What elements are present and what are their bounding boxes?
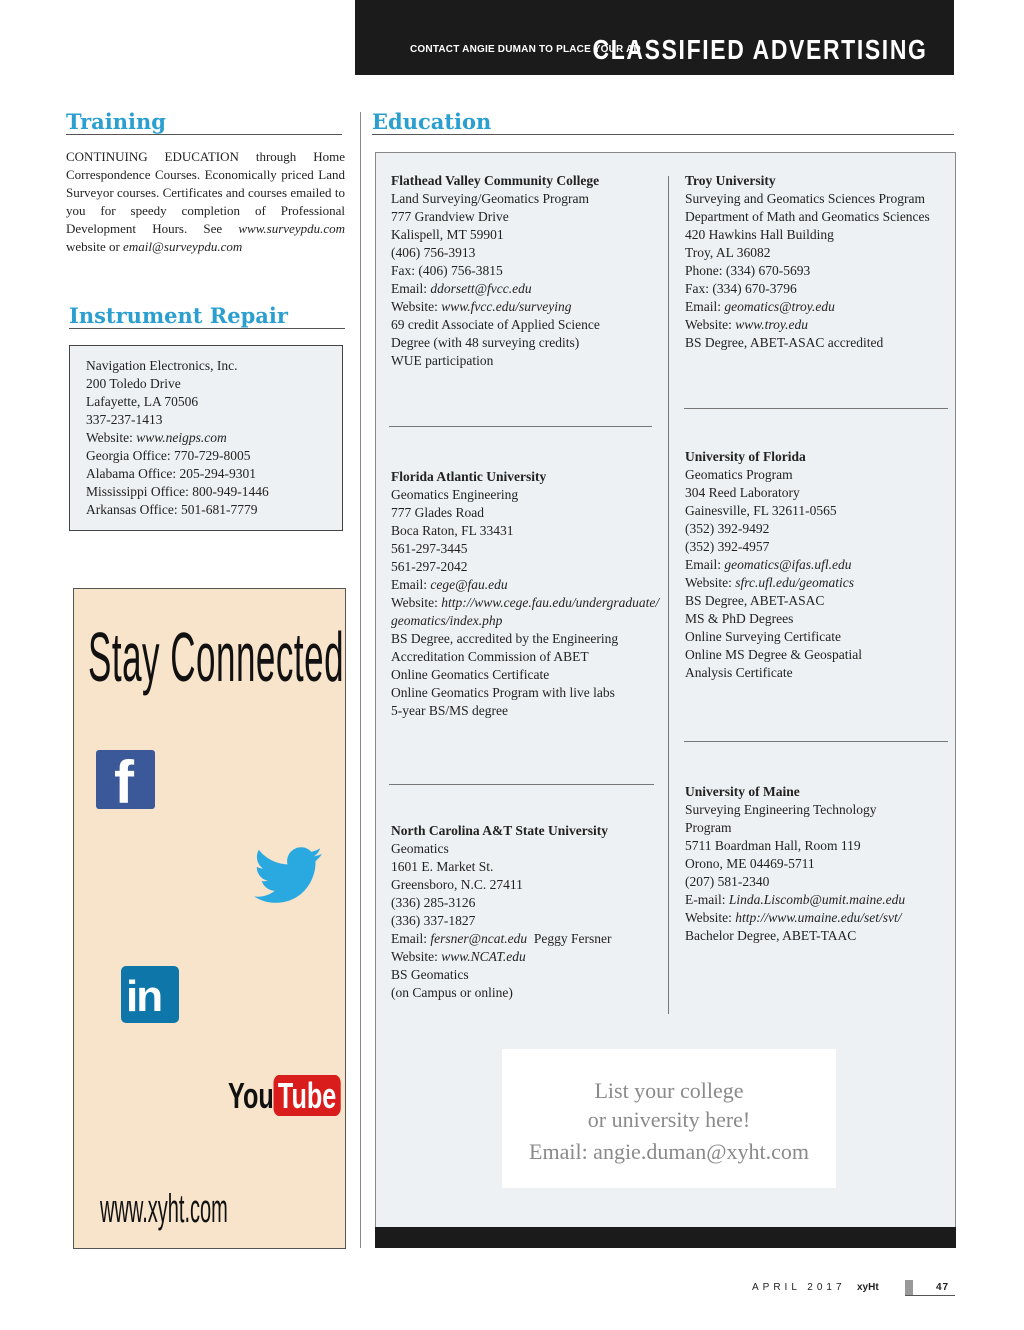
linkedin-glyph: in <box>126 972 162 1021</box>
repair-office: Georgia Office: 770-729-8005 <box>86 448 251 463</box>
listing-line: BS Degree, ABET-ASAC accredited <box>685 335 884 350</box>
listing-line: Gainesville, FL 32611-0565 <box>685 503 837 518</box>
listing-line-label: Email: <box>685 299 725 314</box>
listing-line: MS & PhD Degrees <box>685 611 794 626</box>
repair-office: Mississippi Office: 800-949-1446 <box>86 484 269 499</box>
listing-line: Boca Raton, FL 33431 <box>391 523 514 538</box>
listing-separator <box>684 408 948 409</box>
listing-line: BS Degree, accredited by the Engineering <box>391 631 619 646</box>
repair-website-line <box>86 429 326 447</box>
training-website-link[interactable]: www.surveypdu.com <box>238 221 345 236</box>
footer-block <box>905 1280 913 1295</box>
institution-name: Florida Atlantic University <box>391 469 547 484</box>
training-heading: Training <box>66 109 166 134</box>
listing-line <box>391 280 600 298</box>
listing-line: Land Surveying/Geomatics Program <box>391 191 589 206</box>
linkedin-icon[interactable] <box>121 966 179 1023</box>
listing-line: Fax: (406) 756-3815 <box>391 263 503 278</box>
listing-link[interactable]: geomatics/index.php <box>391 613 503 628</box>
institution-name: University of Florida <box>685 449 806 464</box>
repair-address-1: 200 Toledo Drive <box>86 376 181 391</box>
repair-office: Alabama Office: 205-294-9301 <box>86 466 256 481</box>
listing-line: Bachelor Degree, ABET-TAAC <box>685 928 857 943</box>
listing-line: Surveying Engineering Technology <box>685 802 877 817</box>
listing-line: Online MS Degree & Geospatial <box>685 647 862 662</box>
listing-line: Surveying and Geomatics Sciences Program <box>685 191 925 206</box>
listing-link[interactable]: cege@fau.edu <box>430 577 508 592</box>
listing-line: (336) 337-1827 <box>391 913 476 928</box>
listing-line-label: Website: <box>685 317 736 332</box>
listing-line <box>391 298 600 316</box>
listing-line-label: Website: <box>685 910 736 925</box>
listing-line: 777 Grandview Drive <box>391 209 509 224</box>
listing-line-label: Email: <box>391 577 431 592</box>
listing-line <box>685 556 862 574</box>
listing-line: Greensboro, N.C. 27411 <box>391 877 523 892</box>
repair-website-label: Website: <box>86 430 137 445</box>
listing-line: Department of Math and Geomatics Sciences <box>685 209 930 224</box>
listing-florida-atlantic <box>391 468 659 720</box>
listing-link[interactable]: ddorsett@fvcc.edu <box>430 281 532 296</box>
listing-line: Orono, ME 04469-5711 <box>685 856 815 871</box>
training-text <box>66 148 345 256</box>
institution-name: University of Maine <box>685 784 800 799</box>
instrument-repair-box <box>69 345 343 531</box>
list-ad-line-1: List your college <box>594 1078 744 1103</box>
education-heading: Education <box>372 109 492 134</box>
listing-line: Kalispell, MT 59901 <box>391 227 504 242</box>
facebook-glyph: f <box>114 749 134 816</box>
listing-line-label: Email: <box>391 931 431 946</box>
stay-connected-ad <box>73 588 346 1249</box>
listing-nc-at-state <box>391 822 612 1002</box>
institution-name: Troy University <box>685 173 776 188</box>
listing-line: WUE participation <box>391 353 494 368</box>
listing-line-label: Email: <box>685 557 725 572</box>
listing-university-of-maine <box>685 783 905 945</box>
stay-connected-title: Stay Connected <box>88 618 345 696</box>
listing-line-label: E-mail: <box>685 892 729 907</box>
youtube-icon[interactable] <box>228 1075 340 1117</box>
listing-troy-university <box>685 172 930 352</box>
listing-line <box>391 594 659 612</box>
listing-separator <box>389 784 654 785</box>
listing-line: 5-year BS/MS degree <box>391 703 508 718</box>
training-email-link[interactable]: email@surveypdu.com <box>123 239 243 254</box>
listing-line <box>391 930 612 948</box>
listing-link[interactable]: geomatics@troy.edu <box>724 299 835 314</box>
repair-website-link[interactable]: www.neigps.com <box>136 430 227 445</box>
listing-link[interactable]: www.troy.edu <box>735 317 809 332</box>
listing-line: 69 credit Associate of Applied Science <box>391 317 600 332</box>
listing-line <box>685 574 862 592</box>
listing-line <box>391 612 659 630</box>
banner-contact: CONTACT ANGIE DUMAN TO PLACE YOUR AD <box>410 44 641 55</box>
footer-rule <box>905 1295 955 1296</box>
listing-separator <box>684 741 948 742</box>
listing-line <box>685 909 905 927</box>
listing-line-label: Email: <box>391 281 431 296</box>
listing-line-contact: Peggy Fersner <box>527 931 612 946</box>
repair-office: Arkansas Office: 501-681-7779 <box>86 502 258 517</box>
institution-name: Flathead Valley Community College <box>391 173 600 188</box>
listing-line <box>685 316 930 334</box>
training-rule <box>66 134 342 135</box>
listing-line <box>685 891 905 909</box>
listing-line: (406) 756-3913 <box>391 245 476 260</box>
listing-line: Accreditation Commission of ABET <box>391 649 589 664</box>
listing-link[interactable]: sfrc.ufl.edu/geomatics <box>735 575 855 590</box>
listing-line: Geomatics Program <box>685 467 793 482</box>
listing-line: (352) 392-4957 <box>685 539 770 554</box>
footer-date: APRIL 2017 <box>752 1282 846 1293</box>
listing-line: Online Geomatics Program with live labs <box>391 685 615 700</box>
listing-line: Geomatics Engineering <box>391 487 519 502</box>
repair-company-name: Navigation Electronics, Inc. <box>86 358 238 373</box>
column-divider <box>360 112 361 1248</box>
listing-line: Analysis Certificate <box>685 665 793 680</box>
education-column-divider <box>668 176 669 1014</box>
footer-brand: xyHt <box>857 1282 879 1293</box>
youtube-you: You <box>228 1075 274 1116</box>
listing-line: 561-297-3445 <box>391 541 468 556</box>
listing-line <box>391 576 659 594</box>
listing-line: BS Geomatics <box>391 967 469 982</box>
listing-line: Troy, AL 36082 <box>685 245 771 260</box>
listing-line: Online Surveying Certificate <box>685 629 841 644</box>
instrument-repair-rule <box>69 328 345 329</box>
listing-line-label: Website: <box>391 299 442 314</box>
listing-university-of-florida <box>685 448 862 682</box>
footer-page-number: 47 <box>936 1282 950 1293</box>
training-mid: website or <box>66 239 124 254</box>
listing-line: (207) 581-2340 <box>685 874 770 889</box>
education-bottom-bar <box>375 1227 956 1248</box>
listing-line: BS Degree, ABET-ASAC <box>685 593 825 608</box>
training-lead: CONTINUING EDUCATION <box>66 149 239 164</box>
twitter-icon[interactable] <box>254 847 324 907</box>
classified-banner <box>355 0 954 75</box>
listing-line: Online Geomatics Certificate <box>391 667 550 682</box>
listing-line: 5711 Boardman Hall, Room 119 <box>685 838 861 853</box>
listing-link[interactable]: Linda.Liscomb@umit.maine.edu <box>728 892 906 907</box>
listing-line: 420 Hawkins Hall Building <box>685 227 834 242</box>
listing-line: 561-297-2042 <box>391 559 468 574</box>
facebook-icon[interactable] <box>96 749 155 816</box>
listing-link[interactable]: http://www.cege.fau.edu/undergraduate/ <box>441 595 660 610</box>
listing-line: Phone: (334) 670-5693 <box>685 263 811 278</box>
listing-line <box>391 948 612 966</box>
listing-line: (on Campus or online) <box>391 985 513 1000</box>
listing-flathead-valley <box>391 172 600 370</box>
institution-name: North Carolina A&T State University <box>391 823 608 838</box>
listing-line: Program <box>685 820 732 835</box>
listing-line: 777 Glades Road <box>391 505 484 520</box>
list-ad-line-2: or university here! <box>587 1107 751 1132</box>
youtube-tube: Tube <box>274 1075 341 1116</box>
listing-line: (336) 285-3126 <box>391 895 476 910</box>
instrument-repair-heading: Instrument Repair <box>69 303 288 328</box>
training-body: through Home Correspondence Courses. Economically priced Land Surveyor courses. Certificates and courses emailed to you for speedy completion of Professional Development Hours. See <box>66 149 345 236</box>
listing-line-label: Website: <box>685 575 736 590</box>
listing-line: (352) 392-9492 <box>685 521 770 536</box>
stay-connected-url[interactable]: www.xyht.com <box>100 1187 228 1231</box>
education-rule <box>372 134 954 135</box>
listing-line: Fax: (334) 670-3796 <box>685 281 797 296</box>
listing-line: 1601 E. Market St. <box>391 859 494 874</box>
listing-line: 304 Reed Laboratory <box>685 485 800 500</box>
banner-title: CLASSIFIED ADVERTISING <box>592 34 928 65</box>
listing-line <box>685 298 930 316</box>
listing-separator <box>389 426 652 427</box>
listing-line: Degree (with 48 surveying credits) <box>391 335 580 350</box>
listing-link[interactable]: www.NCAT.edu <box>441 949 526 964</box>
repair-address-2: Lafayette, LA 70506 <box>86 394 199 409</box>
listing-link[interactable]: http://www.umaine.edu/set/svt/ <box>735 910 902 925</box>
listing-link[interactable]: fersner@ncat.edu <box>430 931 528 946</box>
list-your-college-ad <box>502 1049 836 1188</box>
listing-line-label: Website: <box>391 595 442 610</box>
listing-link[interactable]: geomatics@ifas.ufl.edu <box>724 557 852 572</box>
listing-line: Geomatics <box>391 841 449 856</box>
listing-link[interactable]: www.fvcc.edu/surveying <box>441 299 572 314</box>
list-ad-email[interactable]: Email: angie.duman@xyht.com <box>529 1139 809 1164</box>
repair-phone: 337-237-1413 <box>86 412 163 427</box>
listing-line-label: Website: <box>391 949 442 964</box>
